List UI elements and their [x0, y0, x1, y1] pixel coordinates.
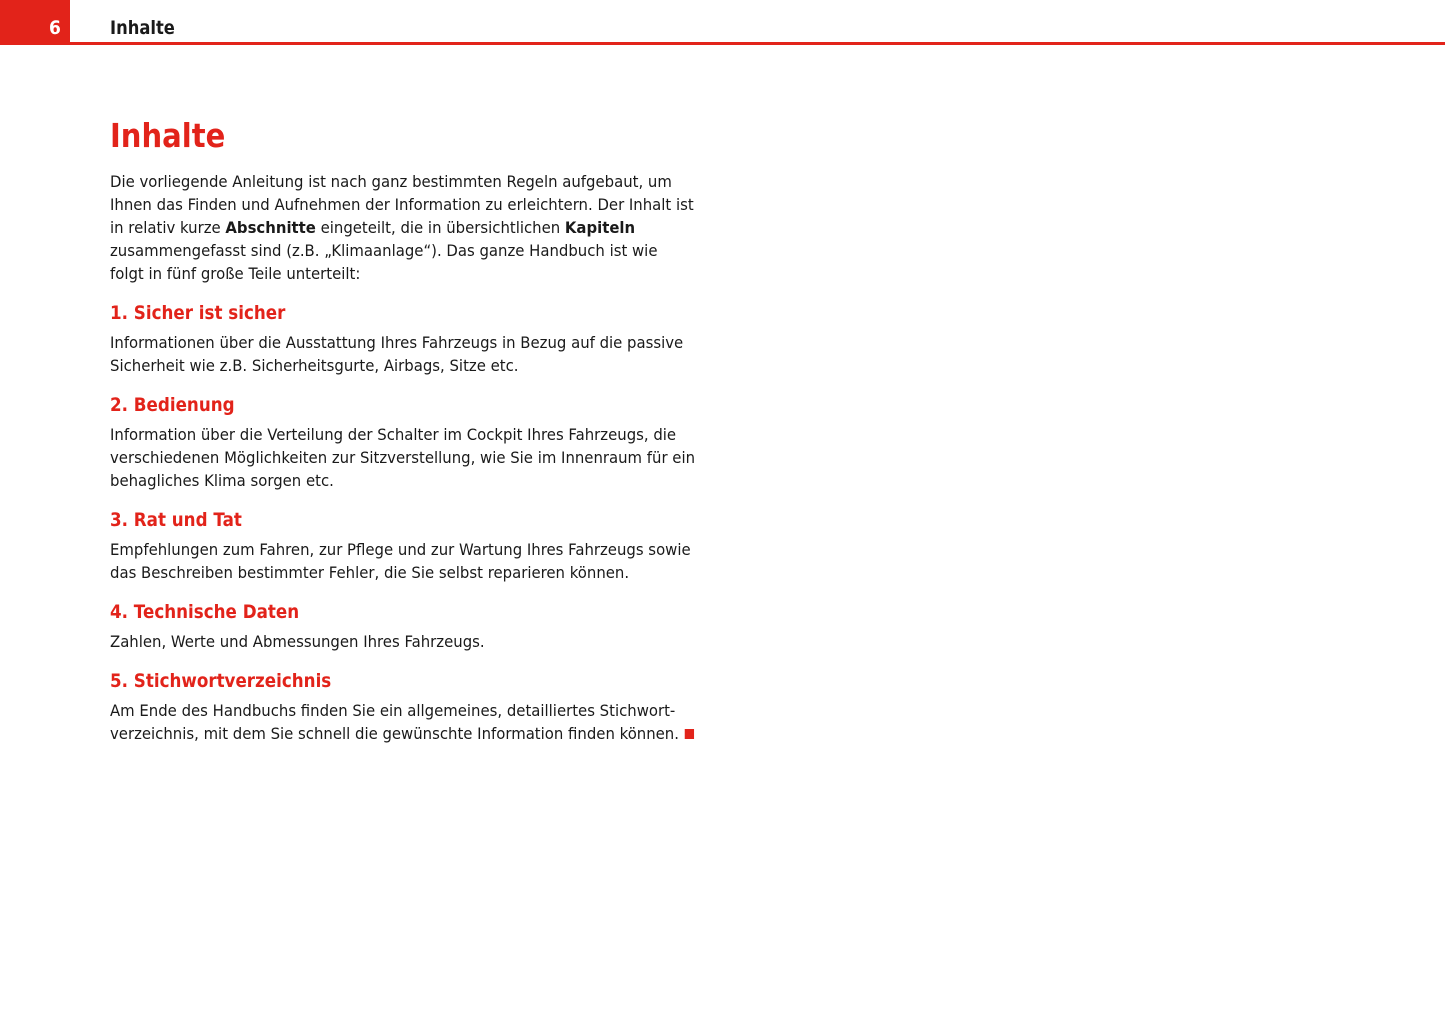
section-text-bedienung: Information über die Verteilung der Schalter im Cockpit Ihres Fahrzeugs, die verschiedenen Möglichkeiten zur Sitzverstellung, wie Sie im Innenraum für ein behagliches Klima sorgen etc. — [110, 425, 696, 490]
header-title: Inhalte — [110, 17, 175, 39]
end-square-icon — [685, 729, 694, 739]
intro-text-3: zusammengefasst sind (z.B. „Klimaanlage“). Das ganze Handbuch ist wie folgt in fünf große Teile unterteilt: — [110, 241, 658, 283]
intro-bold-abschnitte: Abschnitte — [225, 218, 316, 237]
main-content — [110, 112, 710, 745]
intro-text-2: eingeteilt, die in übersichtlichen — [315, 218, 565, 237]
page-number: 6 — [49, 17, 61, 39]
page-title: Inhalte — [110, 116, 226, 155]
header-divider — [70, 42, 1445, 45]
section-title-technische-daten: 4. Technische Daten — [110, 601, 300, 623]
section-title-stichwortverzeichnis: 5. Stichwortverzeichnis — [110, 670, 332, 692]
section-title-bedienung: 2. Bedienung — [110, 394, 235, 416]
section-text-technische-daten: Zahlen, Werte und Abmessungen Ihres Fahrzeugs. — [110, 632, 485, 651]
page-header — [0, 0, 1445, 45]
section-paragraph-stichwortverzeichnis — [110, 699, 696, 745]
section-text-rat-und-tat: Empfehlungen zum Fahren, zur Pflege und zur Wartung Ihres Fahrzeugs sowie das Beschreiben bestimmter Fehler, die Sie selbst reparieren können. — [110, 540, 691, 582]
intro-text-1: Die vorliegende Anleitung ist nach ganz bestimmten Regeln aufgebaut, um Ihnen das Finden und Aufnehmen der Information zu erleichtern. Der Inhalt ist in relativ kurze — [110, 172, 694, 237]
section-title-sicher: 1. Sicher ist sicher — [110, 302, 286, 324]
intro-bold-kapiteln: Kapiteln — [564, 218, 636, 237]
section-text-stichwortverzeichnis: Am Ende des Handbuchs finden Sie ein allgemeines, detailliertes Stichwort-verzeichnis, mit dem Sie schnell die gewünschte Information finden können. — [110, 701, 679, 743]
section-title-rat-und-tat: 3. Rat und Tat — [110, 509, 242, 531]
section-text-sicher: Informationen über die Ausstattung Ihres Fahrzeugs in Bezug auf die passive Sicherheit wie z.B. Sicherheitsgurte, Airbags, Sitze etc. — [110, 333, 684, 375]
intro-paragraph — [110, 170, 696, 285]
